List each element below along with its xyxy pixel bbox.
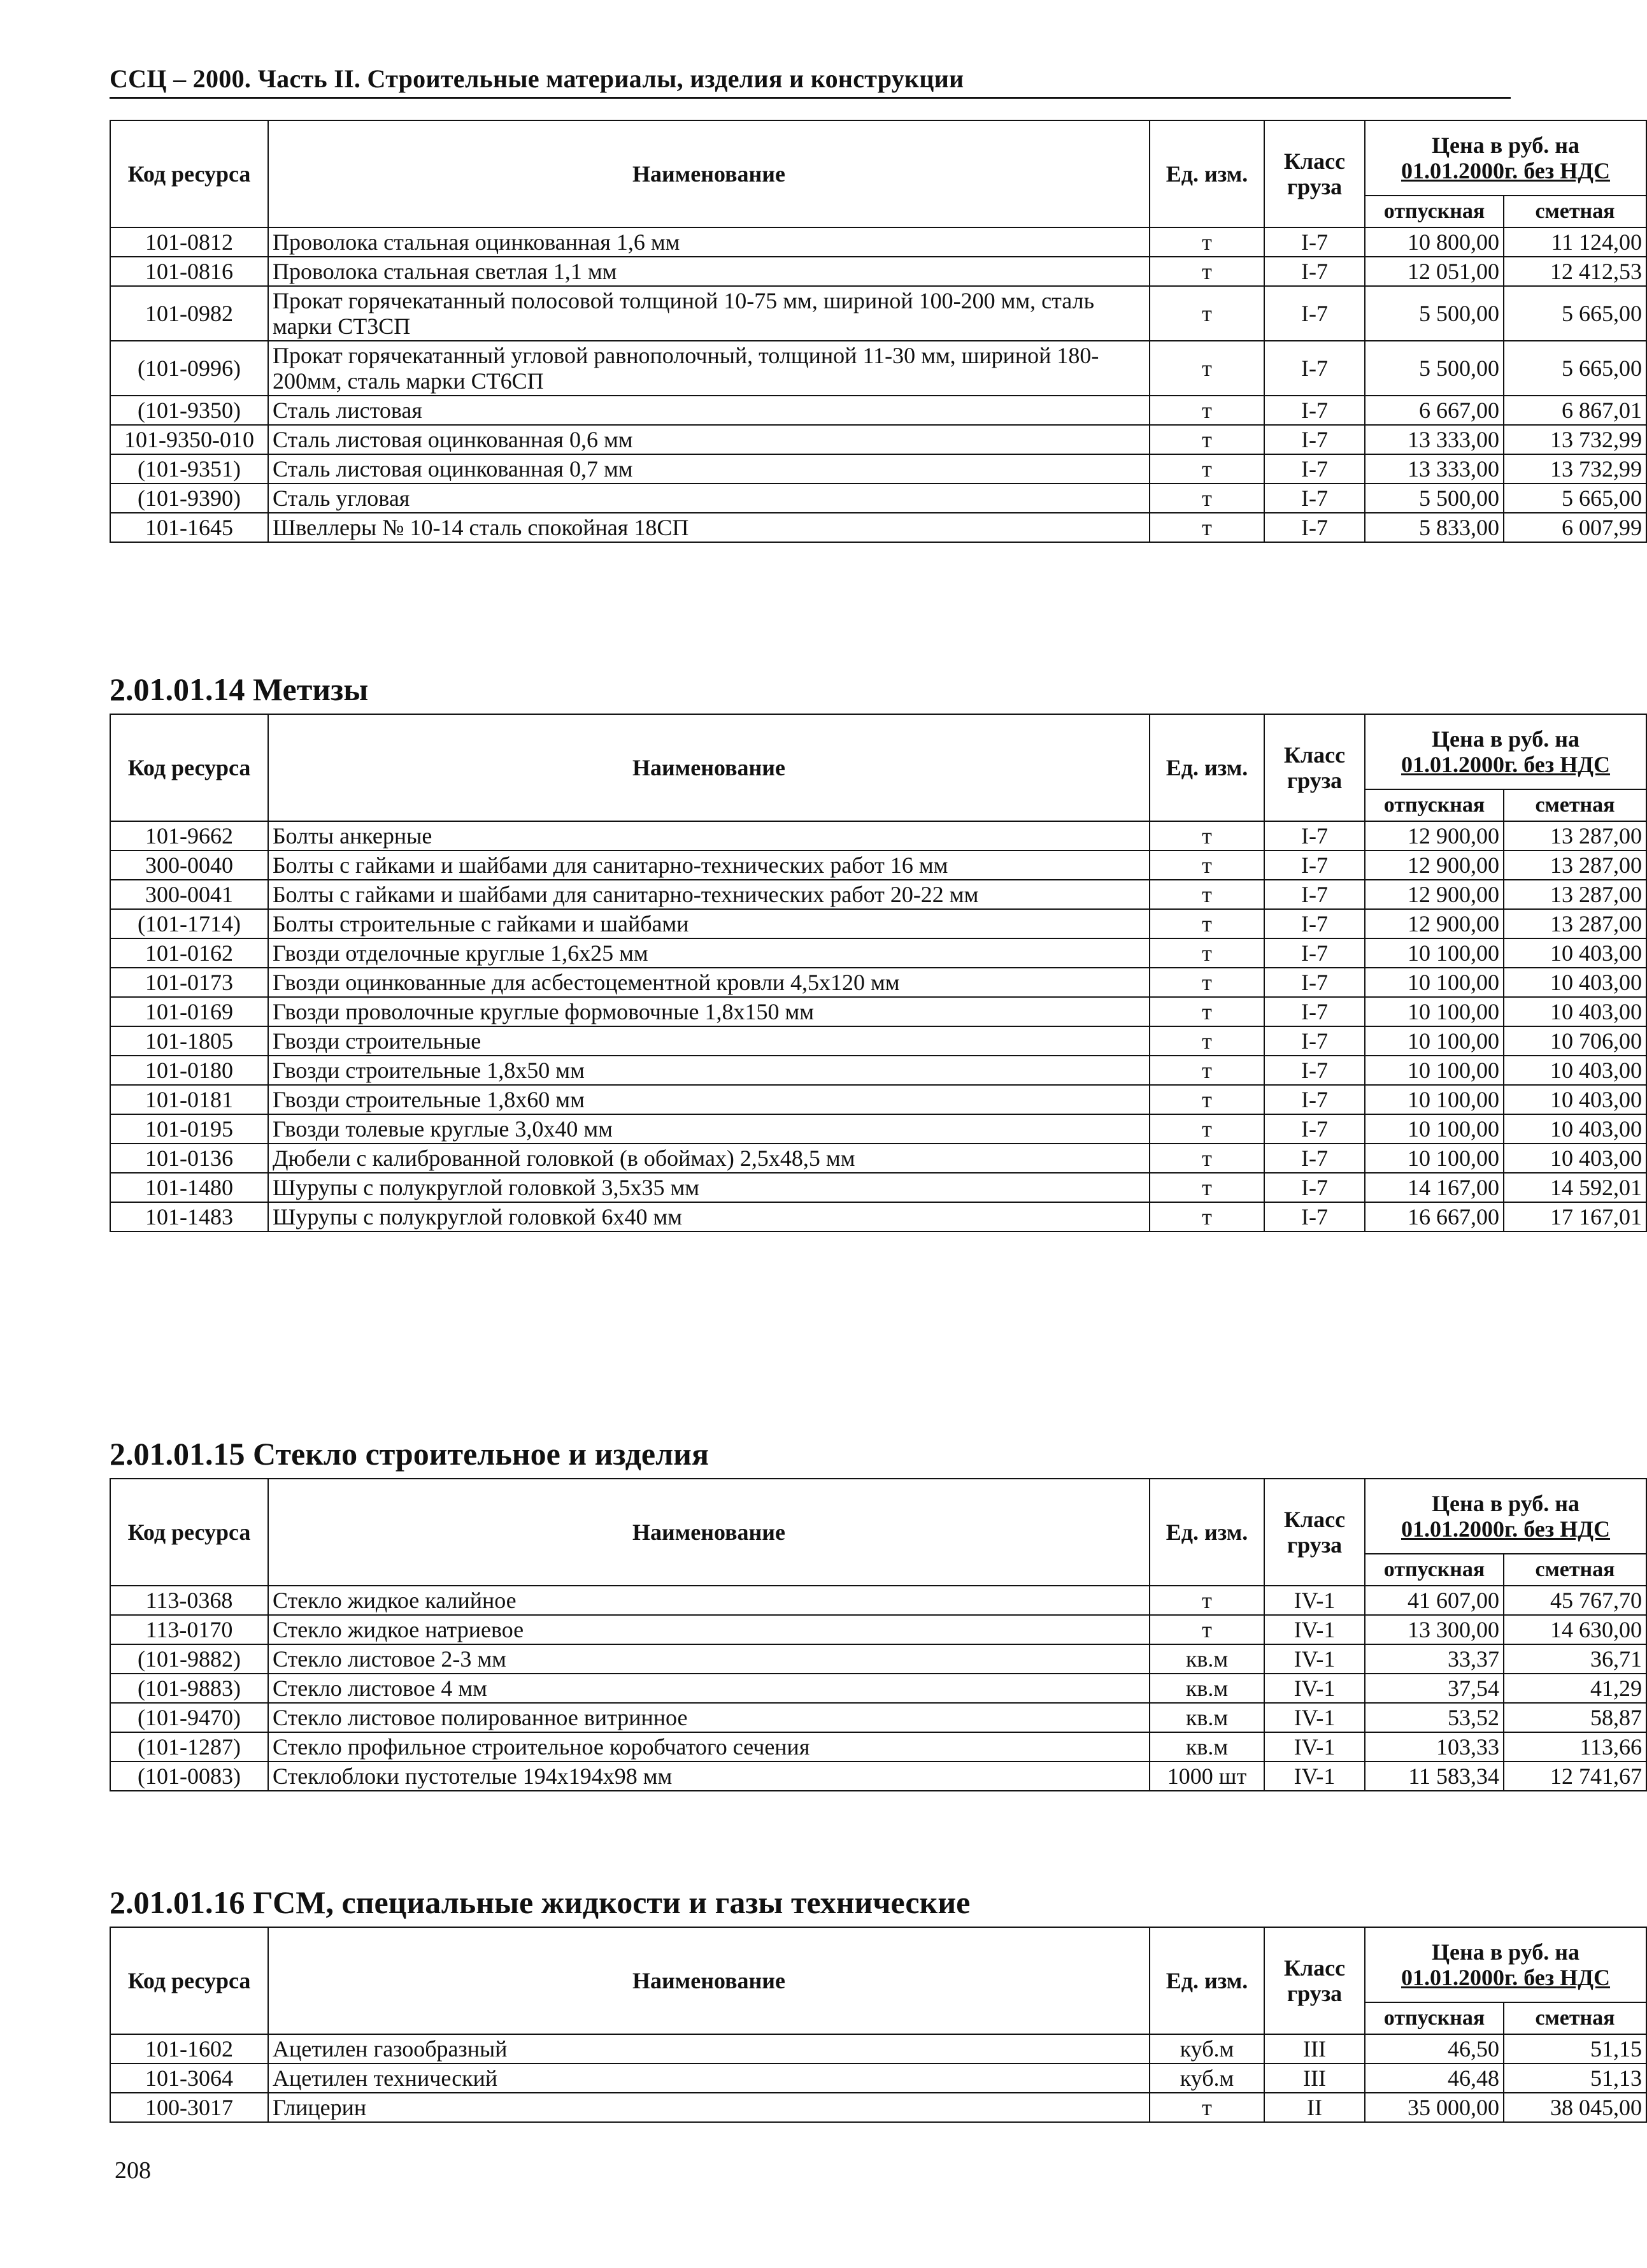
resource-code: 101-0982 [110, 286, 268, 341]
unit: т [1150, 227, 1264, 257]
release-price: 13 300,00 [1365, 1615, 1504, 1644]
resource-code: (101-9350) [110, 396, 268, 425]
unit: т [1150, 341, 1264, 396]
cargo-class: IV-1 [1264, 1703, 1365, 1732]
cargo-class: I-7 [1264, 1144, 1365, 1173]
header-price [1365, 120, 1646, 196]
section-title-fuel: 2.01.01.16 ГСМ, специальные жидкости и газы технические [110, 1884, 971, 1920]
release-price: 5 833,00 [1365, 513, 1504, 542]
resource-code: 113-0368 [110, 1586, 268, 1615]
release-price: 5 500,00 [1365, 286, 1504, 341]
cargo-class: I-7 [1264, 341, 1365, 396]
resource-name: Сталь угловая [268, 484, 1150, 513]
release-price: 12 900,00 [1365, 821, 1504, 850]
resource-name: Стекло листовое полированное витринное [268, 1703, 1150, 1732]
header-code: Код ресурса [110, 120, 268, 227]
table-row [110, 513, 1646, 542]
cargo-class: I-7 [1264, 1056, 1365, 1085]
unit: т [1150, 938, 1264, 968]
resource-name: Гвозди толевые круглые 3,0х40 мм [268, 1114, 1150, 1144]
header-price-line2: 01.01.2000г. без НДС [1401, 752, 1611, 777]
cargo-class: I-7 [1264, 484, 1365, 513]
table-row [110, 341, 1646, 396]
estimate-price: 10 403,00 [1504, 997, 1646, 1026]
release-price: 6 667,00 [1365, 396, 1504, 425]
table-row [110, 997, 1646, 1026]
resource-code: 100-3017 [110, 2093, 268, 2122]
header-price-line2: 01.01.2000г. без НДС [1401, 1516, 1611, 1542]
resource-code: 101-0181 [110, 1085, 268, 1114]
estimate-price: 13 287,00 [1504, 850, 1646, 880]
resource-code: 101-0173 [110, 968, 268, 997]
table-row [110, 425, 1646, 454]
price-table-metizy [110, 714, 1647, 1232]
release-price: 10 100,00 [1365, 1056, 1504, 1085]
unit: т [1150, 1173, 1264, 1202]
header-name: Наименование [268, 1479, 1150, 1586]
table-row [110, 1586, 1646, 1615]
header-estimate-price: сметная [1504, 196, 1646, 227]
header-price-line1: Цена в руб. на [1432, 726, 1579, 752]
estimate-price: 10 403,00 [1504, 1085, 1646, 1114]
release-price: 12 051,00 [1365, 257, 1504, 286]
table-row [110, 1732, 1646, 1762]
cargo-class: I-7 [1264, 821, 1365, 850]
unit: т [1150, 1056, 1264, 1085]
header-unit: Ед. изм. [1150, 1927, 1264, 2034]
release-price: 11 583,34 [1365, 1762, 1504, 1791]
table-row [110, 1703, 1646, 1732]
release-price: 46,48 [1365, 2063, 1504, 2093]
estimate-price: 5 665,00 [1504, 484, 1646, 513]
resource-name: Проволока стальная светлая 1,1 мм [268, 257, 1150, 286]
release-price: 10 800,00 [1365, 227, 1504, 257]
page-header: ССЦ – 2000. Часть II. Строительные материалы, изделия и конструкции [110, 64, 1511, 99]
cargo-class: I-7 [1264, 1114, 1365, 1144]
unit: 1000 шт [1150, 1762, 1264, 1791]
cargo-class: III [1264, 2063, 1365, 2093]
resource-name: Прокат горячекатанный угловой равнополочный, толщиной 11-30 мм, шириной 180-200мм, сталь марки СТ6СП [268, 341, 1150, 396]
estimate-price: 10 706,00 [1504, 1026, 1646, 1056]
cargo-class: I-7 [1264, 396, 1365, 425]
header-cargo-class-line1: Класс [1283, 1955, 1346, 1981]
header-estimate-price: сметная [1504, 789, 1646, 821]
price-table-glass [110, 1478, 1647, 1791]
header-estimate-price: сметная [1504, 2002, 1646, 2034]
header-release-price: отпускная [1365, 789, 1504, 821]
cargo-class: I-7 [1264, 286, 1365, 341]
header-unit: Ед. изм. [1150, 120, 1264, 227]
resource-name: Гвозди строительные [268, 1026, 1150, 1056]
release-price: 10 100,00 [1365, 1114, 1504, 1144]
resource-name: Болты анкерные [268, 821, 1150, 850]
release-price: 5 500,00 [1365, 341, 1504, 396]
resource-name: Сталь листовая оцинкованная 0,6 мм [268, 425, 1150, 454]
unit: т [1150, 454, 1264, 484]
table-row [110, 850, 1646, 880]
table-row [110, 1114, 1646, 1144]
release-price: 10 100,00 [1365, 1085, 1504, 1114]
table-row [110, 1026, 1646, 1056]
unit: т [1150, 484, 1264, 513]
resource-name: Шурупы с полукруглой головкой 6х40 мм [268, 1202, 1150, 1231]
release-price: 10 100,00 [1365, 997, 1504, 1026]
resource-name: Стекло листовое 2-3 мм [268, 1644, 1150, 1674]
cargo-class: I-7 [1264, 938, 1365, 968]
release-price: 10 100,00 [1365, 1144, 1504, 1173]
resource-code: (101-1714) [110, 909, 268, 938]
release-price: 35 000,00 [1365, 2093, 1504, 2122]
unit: куб.м [1150, 2034, 1264, 2063]
estimate-price: 51,13 [1504, 2063, 1646, 2093]
unit: т [1150, 880, 1264, 909]
header-unit: Ед. изм. [1150, 1479, 1264, 1586]
unit: кв.м [1150, 1644, 1264, 1674]
header-cargo-class-line2: груза [1287, 1532, 1343, 1558]
resource-name: Стекло жидкое калийное [268, 1586, 1150, 1615]
cargo-class: I-7 [1264, 909, 1365, 938]
resource-name: Стекло профильное строительное коробчатого сечения [268, 1732, 1150, 1762]
unit: т [1150, 1085, 1264, 1114]
header-cargo-class-line1: Класс [1283, 148, 1346, 174]
resource-name: Гвозди строительные 1,8х60 мм [268, 1085, 1150, 1114]
release-price: 12 900,00 [1365, 909, 1504, 938]
resource-code: 101-3064 [110, 2063, 268, 2093]
estimate-price: 10 403,00 [1504, 1144, 1646, 1173]
table-row [110, 880, 1646, 909]
header-cargo-class-line2: груза [1287, 768, 1343, 793]
header-price-line2: 01.01.2000г. без НДС [1401, 1965, 1611, 1990]
unit: кв.м [1150, 1703, 1264, 1732]
estimate-price: 13 287,00 [1504, 821, 1646, 850]
header-release-price: отпускная [1365, 1554, 1504, 1586]
table-row [110, 484, 1646, 513]
header-release-price: отпускная [1365, 2002, 1504, 2034]
estimate-price: 6 867,01 [1504, 396, 1646, 425]
unit: т [1150, 2093, 1264, 2122]
cargo-class: IV-1 [1264, 1644, 1365, 1674]
cargo-class: I-7 [1264, 257, 1365, 286]
cargo-class: IV-1 [1264, 1732, 1365, 1762]
unit: т [1150, 513, 1264, 542]
table-row [110, 968, 1646, 997]
cargo-class: II [1264, 2093, 1365, 2122]
cargo-class: III [1264, 2034, 1365, 2063]
release-price: 12 900,00 [1365, 880, 1504, 909]
resource-code: 101-0169 [110, 997, 268, 1026]
cargo-class: I-7 [1264, 968, 1365, 997]
header-cargo-class-line2: груза [1287, 174, 1343, 199]
resource-name: Гвозди оцинкованные для асбестоцементной кровли 4,5х120 мм [268, 968, 1150, 997]
cargo-class: I-7 [1264, 513, 1365, 542]
resource-code: 113-0170 [110, 1615, 268, 1644]
table-row [110, 2034, 1646, 2063]
estimate-price: 5 665,00 [1504, 341, 1646, 396]
page-number: 208 [115, 2157, 151, 2184]
resource-code: 101-0812 [110, 227, 268, 257]
unit: т [1150, 286, 1264, 341]
release-price: 14 167,00 [1365, 1173, 1504, 1202]
table-row [110, 257, 1646, 286]
estimate-price: 12 741,67 [1504, 1762, 1646, 1791]
resource-code: (101-0083) [110, 1762, 268, 1791]
header-code: Код ресурса [110, 714, 268, 821]
header-name: Наименование [268, 714, 1150, 821]
table-row [110, 1615, 1646, 1644]
estimate-price: 13 732,99 [1504, 425, 1646, 454]
header-price-line1: Цена в руб. на [1432, 1491, 1579, 1516]
resource-code: (101-9351) [110, 454, 268, 484]
resource-name: Глицерин [268, 2093, 1150, 2122]
resource-name: Шурупы с полукруглой головкой 3,5х35 мм [268, 1173, 1150, 1202]
estimate-price: 13 287,00 [1504, 880, 1646, 909]
resource-name: Сталь листовая [268, 396, 1150, 425]
resource-name: Стекло жидкое натриевое [268, 1615, 1150, 1644]
header-cargo-class-line2: груза [1287, 1981, 1343, 2006]
resource-code: 101-0180 [110, 1056, 268, 1085]
resource-code: 101-9662 [110, 821, 268, 850]
header-cargo-class-line1: Класс [1283, 1507, 1346, 1532]
unit: кв.м [1150, 1732, 1264, 1762]
cargo-class: IV-1 [1264, 1586, 1365, 1615]
release-price: 46,50 [1365, 2034, 1504, 2063]
table-row [110, 396, 1646, 425]
cargo-class: I-7 [1264, 850, 1365, 880]
resource-code: (101-9470) [110, 1703, 268, 1732]
unit: т [1150, 909, 1264, 938]
table-row [110, 938, 1646, 968]
unit: т [1150, 850, 1264, 880]
resource-name: Сталь листовая оцинкованная 0,7 мм [268, 454, 1150, 484]
estimate-price: 58,87 [1504, 1703, 1646, 1732]
estimate-price: 11 124,00 [1504, 227, 1646, 257]
table-row [110, 909, 1646, 938]
resource-code: (101-9883) [110, 1674, 268, 1703]
table-row [110, 1762, 1646, 1791]
resource-code: 101-1645 [110, 513, 268, 542]
cargo-class: I-7 [1264, 1026, 1365, 1056]
resource-code: 101-0816 [110, 257, 268, 286]
resource-code: 101-1805 [110, 1026, 268, 1056]
table-row [110, 454, 1646, 484]
estimate-price: 6 007,99 [1504, 513, 1646, 542]
unit: т [1150, 1202, 1264, 1231]
resource-name: Прокат горячекатанный полосовой толщиной 10-75 мм, шириной 100-200 мм, сталь марки СТ3СП [268, 286, 1150, 341]
resource-code: 300-0041 [110, 880, 268, 909]
header-cargo-class [1264, 1479, 1365, 1586]
resource-code: 101-1483 [110, 1202, 268, 1231]
table-row [110, 821, 1646, 850]
resource-name: Ацетилен технический [268, 2063, 1150, 2093]
section-title-glass: 2.01.01.15 Стекло строительное и изделия [110, 1436, 709, 1472]
resource-name: Дюбели с калиброванной головкой (в обоймах) 2,5х48,5 мм [268, 1144, 1150, 1173]
release-price: 5 500,00 [1365, 484, 1504, 513]
table-row [110, 2063, 1646, 2093]
resource-code: 101-9350-010 [110, 425, 268, 454]
cargo-class: I-7 [1264, 227, 1365, 257]
release-price: 103,33 [1365, 1732, 1504, 1762]
unit: т [1150, 1026, 1264, 1056]
unit: куб.м [1150, 2063, 1264, 2093]
resource-code: 101-0195 [110, 1114, 268, 1144]
estimate-price: 14 630,00 [1504, 1615, 1646, 1644]
resource-name: Болты строительные с гайками и шайбами [268, 909, 1150, 938]
resource-name: Гвозди отделочные круглые 1,6х25 мм [268, 938, 1150, 968]
table-row [110, 1173, 1646, 1202]
release-price: 53,52 [1365, 1703, 1504, 1732]
estimate-price: 13 287,00 [1504, 909, 1646, 938]
header-price [1365, 1479, 1646, 1554]
header-estimate-price: сметная [1504, 1554, 1646, 1586]
unit: т [1150, 821, 1264, 850]
estimate-price: 113,66 [1504, 1732, 1646, 1762]
resource-name: Проволока стальная оцинкованная 1,6 мм [268, 227, 1150, 257]
resource-name: Гвозди строительные 1,8х50 мм [268, 1056, 1150, 1085]
header-price-line1: Цена в руб. на [1432, 1939, 1579, 1965]
resource-code: 101-0162 [110, 938, 268, 968]
estimate-price: 38 045,00 [1504, 2093, 1646, 2122]
resource-code: 101-1480 [110, 1173, 268, 1202]
cargo-class: IV-1 [1264, 1762, 1365, 1791]
estimate-price: 17 167,01 [1504, 1202, 1646, 1231]
unit: т [1150, 1615, 1264, 1644]
header-cargo-class [1264, 120, 1365, 227]
header-price [1365, 1927, 1646, 2002]
section-title-metizy: 2.01.01.14 Метизы [110, 671, 369, 707]
release-price: 41 607,00 [1365, 1586, 1504, 1615]
table-row [110, 1056, 1646, 1085]
estimate-price: 12 412,53 [1504, 257, 1646, 286]
estimate-price: 5 665,00 [1504, 286, 1646, 341]
header-code: Код ресурса [110, 1927, 268, 2034]
estimate-price: 36,71 [1504, 1644, 1646, 1674]
header-code: Код ресурса [110, 1479, 268, 1586]
cargo-class: I-7 [1264, 454, 1365, 484]
cargo-class: I-7 [1264, 880, 1365, 909]
cargo-class: I-7 [1264, 997, 1365, 1026]
table-row [110, 1085, 1646, 1114]
table-row [110, 1144, 1646, 1173]
unit: т [1150, 1144, 1264, 1173]
release-price: 37,54 [1365, 1674, 1504, 1703]
table-row [110, 1674, 1646, 1703]
estimate-price: 45 767,70 [1504, 1586, 1646, 1615]
release-price: 12 900,00 [1365, 850, 1504, 880]
resource-name: Болты с гайками и шайбами для санитарно-технических работ 20-22 мм [268, 880, 1150, 909]
resource-code: (101-0996) [110, 341, 268, 396]
header-cargo-class [1264, 714, 1365, 821]
header-cargo-class [1264, 1927, 1365, 2034]
price-table-fuel [110, 1927, 1647, 2123]
estimate-price: 51,15 [1504, 2034, 1646, 2063]
unit: т [1150, 968, 1264, 997]
header-price-line1: Цена в руб. на [1432, 133, 1579, 158]
unit: т [1150, 257, 1264, 286]
release-price: 33,37 [1365, 1644, 1504, 1674]
header-price [1365, 714, 1646, 789]
unit: т [1150, 1586, 1264, 1615]
release-price: 13 333,00 [1365, 454, 1504, 484]
cargo-class: IV-1 [1264, 1674, 1365, 1703]
table-row [110, 2093, 1646, 2122]
estimate-price: 10 403,00 [1504, 938, 1646, 968]
resource-name: Швеллеры № 10-14 сталь спокойная 18СП [268, 513, 1150, 542]
header-price-line2: 01.01.2000г. без НДС [1401, 158, 1611, 183]
estimate-price: 14 592,01 [1504, 1173, 1646, 1202]
estimate-price: 41,29 [1504, 1674, 1646, 1703]
resource-code: (101-9882) [110, 1644, 268, 1674]
table-row [110, 1202, 1646, 1231]
cargo-class: I-7 [1264, 1085, 1365, 1114]
release-price: 10 100,00 [1365, 938, 1504, 968]
table-row [110, 1644, 1646, 1674]
release-price: 13 333,00 [1365, 425, 1504, 454]
resource-name: Гвозди проволочные круглые формовочные 1,8х150 мм [268, 997, 1150, 1026]
resource-code: (101-9390) [110, 484, 268, 513]
unit: т [1150, 997, 1264, 1026]
header-unit: Ед. изм. [1150, 714, 1264, 821]
price-table-steel [110, 120, 1647, 543]
table-row [110, 227, 1646, 257]
resource-name: Болты с гайками и шайбами для санитарно-технических работ 16 мм [268, 850, 1150, 880]
resource-name: Стеклоблоки пустотелые 194х194х98 мм [268, 1762, 1150, 1791]
release-price: 16 667,00 [1365, 1202, 1504, 1231]
cargo-class: I-7 [1264, 1173, 1365, 1202]
cargo-class: I-7 [1264, 425, 1365, 454]
unit: т [1150, 425, 1264, 454]
resource-name: Стекло листовое 4 мм [268, 1674, 1150, 1703]
estimate-price: 10 403,00 [1504, 968, 1646, 997]
estimate-price: 13 732,99 [1504, 454, 1646, 484]
table-row [110, 286, 1646, 341]
resource-code: 101-0136 [110, 1144, 268, 1173]
unit: кв.м [1150, 1674, 1264, 1703]
resource-code: 300-0040 [110, 850, 268, 880]
release-price: 10 100,00 [1365, 1026, 1504, 1056]
resource-code: 101-1602 [110, 2034, 268, 2063]
resource-name: Ацетилен газообразный [268, 2034, 1150, 2063]
unit: т [1150, 396, 1264, 425]
header-name: Наименование [268, 120, 1150, 227]
header-cargo-class-line1: Класс [1283, 742, 1346, 768]
release-price: 10 100,00 [1365, 968, 1504, 997]
unit: т [1150, 1114, 1264, 1144]
resource-code: (101-1287) [110, 1732, 268, 1762]
header-name: Наименование [268, 1927, 1150, 2034]
cargo-class: IV-1 [1264, 1615, 1365, 1644]
header-release-price: отпускная [1365, 196, 1504, 227]
estimate-price: 10 403,00 [1504, 1114, 1646, 1144]
estimate-price: 10 403,00 [1504, 1056, 1646, 1085]
cargo-class: I-7 [1264, 1202, 1365, 1231]
